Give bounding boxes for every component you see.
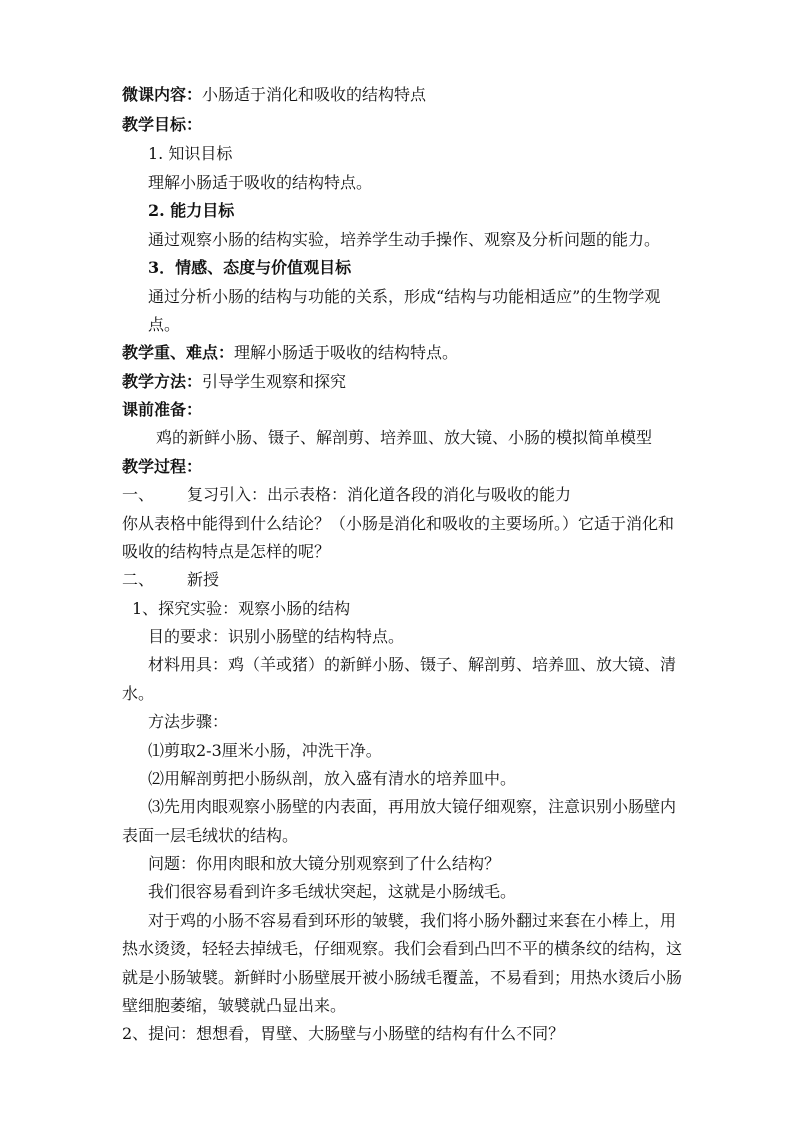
question-2: 2、提问：想想看，胃壁、大肠壁与小肠壁的结构有什么不同？ <box>122 1024 565 1043</box>
emotion-text-2: 点。 <box>148 315 181 334</box>
experiment-aim: 目的要求：识别小肠壁的结构特点。 <box>148 627 405 646</box>
course-line <box>122 84 426 106</box>
experiment-title: 1、探究实验：观察小肠的结构 <box>132 599 351 618</box>
step-2: ⑵用解剖剪把小肠纵剖，放入盛有清水的培养皿中。 <box>148 769 517 788</box>
emotion-text-1: 通过分析小肠的结构与功能的关系，形成“结构与功能相适应”的生物学观 <box>148 287 661 306</box>
note-line-2: 热水烫烫，轻轻去掉绒毛，仔细观察。我们会看到凸凹不平的横条纹的结构，这 <box>122 939 683 958</box>
steps-label: 方法步骤： <box>148 712 229 731</box>
part1-text-1: 你从表格中能得到什么结论？（小肠是消化和吸收的主要场所。）它适于消化和 <box>122 514 675 533</box>
method-label: 教学方法： <box>122 372 203 391</box>
note-line-4: 壁细胞萎缩，皱襞就凸显出来。 <box>122 996 347 1015</box>
part1-title: 复习引入：出示表格：消化道各段的消化与吸收的能力 <box>187 485 572 504</box>
knowledge-title: 1. 知识目标 <box>148 144 233 163</box>
ability-title: 2. 能力目标 <box>148 201 235 220</box>
step-3-line-1: ⑶先用肉眼观察小肠壁的内表面，再用放大镜仔细观察，注意识别小肠壁内 <box>148 797 677 816</box>
note-line-1: 对于鸡的小肠不容易看到环形的皱襞，我们将小肠外翻过来套在小棒上，用 <box>148 911 677 930</box>
answer-text: 我们很容易看到许多毛绒状突起，这就是小肠绒毛。 <box>148 882 517 901</box>
materials-text-1: 材料用具：鸡（羊或猪）的新鲜小肠、镊子、解剖剪、培养皿、放大镜、清 <box>148 655 677 674</box>
course-label: 微课内容： <box>122 85 203 104</box>
process-heading: 教学过程： <box>122 457 203 476</box>
method-value: 引导学生观察和探究 <box>202 372 347 391</box>
key-points-value: 理解小肠适于吸收的结构特点。 <box>234 343 459 362</box>
part1-heading <box>122 484 571 506</box>
key-points-label: 教学重、难点： <box>122 343 235 362</box>
question-text: 问题：你用肉眼和放大镜分别观察到了什么结构？ <box>148 854 501 873</box>
objectives-heading: 教学目标： <box>122 115 203 134</box>
key-points-line <box>122 342 458 364</box>
part1-number: 一、 <box>122 485 155 504</box>
part2-number: 二、 <box>122 570 155 589</box>
part2-title: 新授 <box>187 570 220 589</box>
emotion-title: 3．情感、态度与价值观目标 <box>148 258 352 277</box>
step-3-line-2: 表面一层毛绒状的结构。 <box>122 826 299 845</box>
part1-text-2: 吸收的结构特点是怎样的呢？ <box>122 542 331 561</box>
ability-text: 通过观察小肠的结构实验，培养学生动手操作、观察及分析问题的能力。 <box>148 230 661 249</box>
prep-heading: 课前准备： <box>122 400 203 419</box>
materials-text-2: 水。 <box>122 684 155 703</box>
method-line <box>122 371 346 393</box>
course-value: 小肠适于消化和吸收的结构特点 <box>202 85 427 104</box>
knowledge-text: 理解小肠适于吸收的结构特点。 <box>148 173 373 192</box>
prep-text: 鸡的新鲜小肠、镊子、解剖剪、培养皿、放大镜、小肠的模拟简单模型 <box>156 428 653 447</box>
step-1: ⑴剪取2-3厘米小肠，冲洗干净。 <box>148 741 382 760</box>
part2-heading <box>122 569 219 591</box>
note-line-3: 就是小肠皱襞。新鲜时小肠壁展开被小肠绒毛覆盖，不易看到；用热水烫后小肠 <box>122 968 683 987</box>
